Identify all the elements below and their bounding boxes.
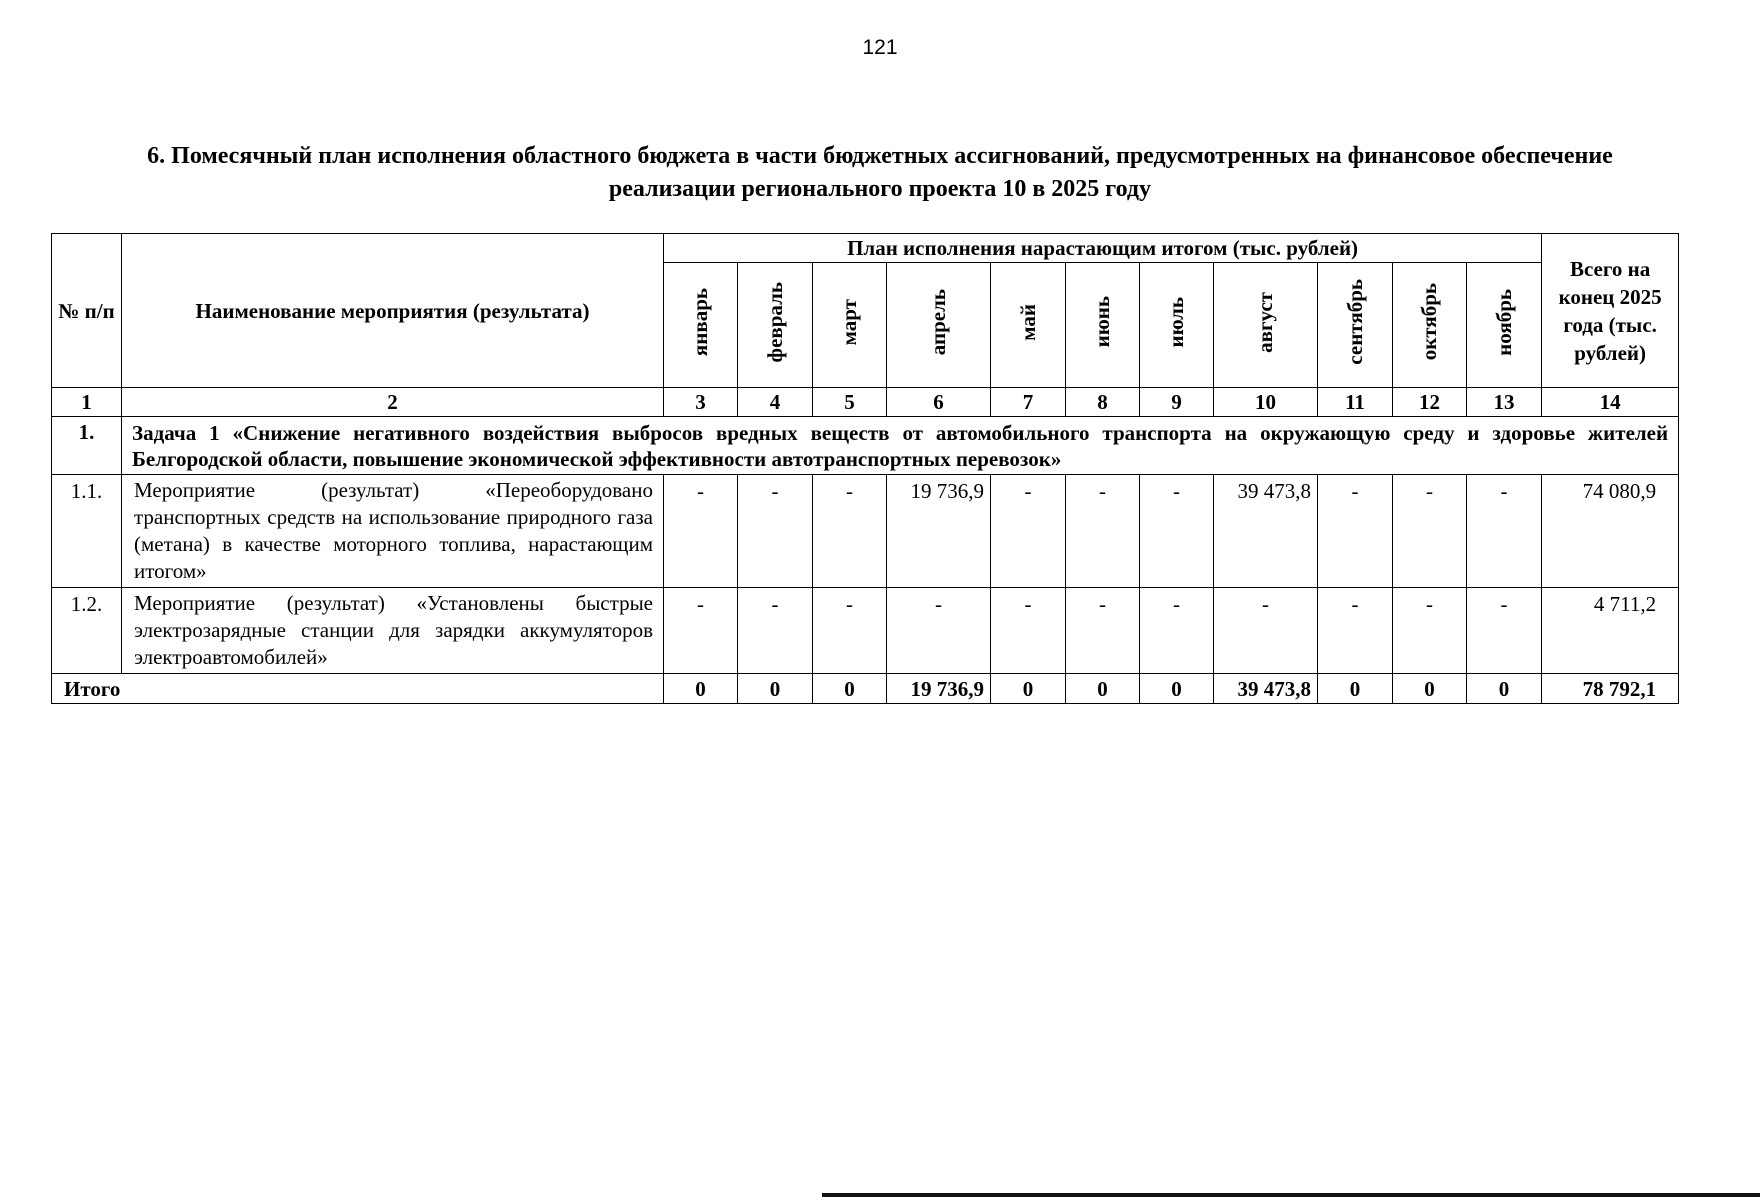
cell-value: -	[887, 588, 991, 674]
totals-row	[52, 674, 1679, 704]
header-month-jan: январь	[664, 263, 738, 388]
column-number: 12	[1393, 388, 1467, 417]
task-number: 1.	[52, 417, 122, 475]
header-month-may: май	[991, 263, 1066, 388]
cell-value: 19 736,9	[887, 475, 991, 588]
cell-value: -	[1214, 588, 1318, 674]
column-number: 4	[738, 388, 813, 417]
cell-value: -	[738, 588, 813, 674]
column-number: 6	[887, 388, 991, 417]
header-name: Наименование мероприятия (результата)	[122, 234, 664, 388]
header-plan-group: План исполнения нарастающим итогом (тыс. рублей)	[664, 234, 1542, 263]
total-value: 0	[1318, 674, 1393, 704]
row-activity-name: Мероприятие (результат) «Установлены быстрые электрозарядные станции для зарядки аккумуляторов электроавтомобилей»	[122, 588, 664, 674]
totals-label: Итого	[52, 674, 664, 704]
column-number: 3	[664, 388, 738, 417]
cell-value: -	[991, 588, 1066, 674]
cell-value: -	[738, 475, 813, 588]
task-row	[52, 417, 1679, 475]
cell-value: -	[1318, 475, 1393, 588]
table-row	[52, 475, 1679, 588]
column-number: 9	[1140, 388, 1214, 417]
total-value: 0	[738, 674, 813, 704]
total-value: 0	[1393, 674, 1467, 704]
cell-value: -	[1393, 588, 1467, 674]
task-description: Задача 1 «Снижение негативного воздействия выбросов вредных веществ от автомобильного транспорта на окружающую среду и здоровье жителей Белгородской области, повышение экономической эффективности автотранспортных перевозок»	[122, 417, 1679, 475]
column-number: 5	[813, 388, 887, 417]
total-value: 0	[1066, 674, 1140, 704]
grand-total: 78 792,1	[1542, 674, 1679, 704]
header-month-nov: ноябрь	[1467, 263, 1542, 388]
cell-value: -	[664, 475, 738, 588]
table-row	[52, 588, 1679, 674]
cell-value: -	[991, 475, 1066, 588]
total-value: 0	[1467, 674, 1542, 704]
column-number: 8	[1066, 388, 1140, 417]
header-month-jul: июль	[1140, 263, 1214, 388]
cell-value: -	[813, 588, 887, 674]
column-number: 2	[122, 388, 664, 417]
total-value: 0	[813, 674, 887, 704]
bottom-divider	[822, 1193, 1760, 1197]
cell-value: -	[1393, 475, 1467, 588]
document-title: 6. Помесячный план исполнения областного бюджета в части бюджетных ассигнований, предусмотренных на финансовое обеспечение реализации регионального проекта 10 в 2025 году	[147, 143, 1613, 202]
column-number: 14	[1542, 388, 1679, 417]
total-value: 0	[1140, 674, 1214, 704]
header-row-top	[52, 234, 1679, 263]
total-value: 39 473,8	[1214, 674, 1318, 704]
cell-value: -	[1318, 588, 1393, 674]
cell-value: -	[1140, 475, 1214, 588]
header-month-oct: октябрь	[1393, 263, 1467, 388]
header-num: № п/п	[52, 234, 122, 388]
total-value: 0	[991, 674, 1066, 704]
cell-value: -	[1066, 588, 1140, 674]
cell-value: -	[1467, 588, 1542, 674]
cell-value: 39 473,8	[1214, 475, 1318, 588]
column-number-row	[52, 388, 1679, 417]
cell-row-total: 4 711,2	[1542, 588, 1679, 674]
cell-row-total: 74 080,9	[1542, 475, 1679, 588]
header-month-apr: апрель	[887, 263, 991, 388]
column-number: 7	[991, 388, 1066, 417]
column-number: 1	[52, 388, 122, 417]
header-month-sep: сентябрь	[1318, 263, 1393, 388]
total-value: 19 736,9	[887, 674, 991, 704]
cell-value: -	[1140, 588, 1214, 674]
budget-plan-table	[51, 233, 1679, 704]
column-number: 11	[1318, 388, 1393, 417]
row-number: 1.2.	[52, 588, 122, 674]
header-month-feb: февраль	[738, 263, 813, 388]
row-activity-name: Мероприятие (результат) «Переоборудовано транспортных средств на использование природного газа (метана) в качестве моторного топлива, нарастающим итогом»	[122, 475, 664, 588]
header-month-mar: март	[813, 263, 887, 388]
cell-value: -	[664, 588, 738, 674]
header-month-jun: июнь	[1066, 263, 1140, 388]
column-number: 10	[1214, 388, 1318, 417]
row-number: 1.1.	[52, 475, 122, 588]
page-number: 121	[862, 36, 898, 59]
header-month-aug: август	[1214, 263, 1318, 388]
cell-value: -	[1467, 475, 1542, 588]
header-total: Всего на конец 2025 года (тыс. рублей)	[1542, 234, 1679, 388]
cell-value: -	[1066, 475, 1140, 588]
total-value: 0	[664, 674, 738, 704]
cell-value: -	[813, 475, 887, 588]
column-number: 13	[1467, 388, 1542, 417]
